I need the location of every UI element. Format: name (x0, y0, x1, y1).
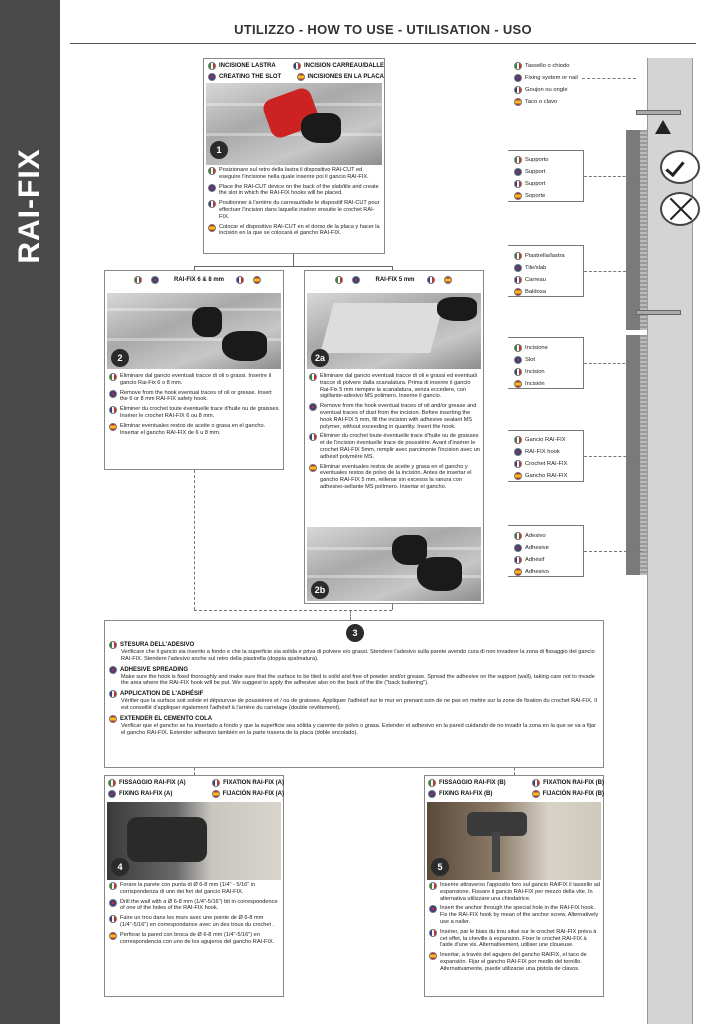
step5-box (424, 775, 604, 997)
step4-box (104, 775, 284, 997)
tile-section-bottom (626, 335, 640, 575)
step3-text-en-content: Make sure the hook is fixed thoroughly and make sure that the surface to be tiled is solid and free of powder and/or grease. Spread the adhesive on the support (wall), taking care not to invade the area where the RAI-FIX hook will be put. We suggest to apply the adhesive also on the back of the tile ("back buttering"). (121, 673, 595, 687)
flag-en-icon (109, 666, 117, 674)
step2a-title-text: RAI-FIX 5 mm (375, 277, 415, 283)
step3-title-it-text: STESURA DELL'ADESIVO (120, 642, 195, 648)
flag-fr-icon (208, 200, 216, 208)
step5-badge: 5 (431, 858, 449, 876)
flag-fr-icon (514, 86, 522, 94)
flag-it-icon (108, 779, 116, 787)
step4-title-es (212, 790, 284, 798)
step2-text-fr (109, 406, 281, 420)
bracket-support (508, 150, 584, 202)
flag-en-icon (208, 184, 216, 192)
flag-es-icon (429, 952, 437, 960)
label-support-en: Support (525, 169, 546, 175)
connector (350, 610, 351, 620)
flag-fr-icon (309, 433, 317, 441)
connector (392, 604, 393, 610)
flag-fr-icon (212, 779, 220, 787)
step1-title-it-text: INCISIONE LASTRA (219, 63, 276, 69)
label-hook-fr: Crochet RAI-FIX (525, 461, 568, 467)
step2a-badge: 2a (311, 349, 329, 367)
step1-title-en (208, 73, 281, 81)
step5-text-en (429, 905, 601, 925)
step1-photo (206, 83, 382, 165)
leader-line (584, 271, 626, 272)
label-tile-es: Baldosa (525, 289, 546, 295)
label-incision-es: Incisión (525, 381, 545, 387)
step2-title (119, 276, 279, 284)
flag-fr-icon (109, 690, 117, 698)
label-support-fr: Support (525, 181, 546, 187)
step2b-badge: 2b (311, 581, 329, 599)
flag-es-icon (109, 715, 117, 723)
step5-text-fr-content: Insérer, par le biais du trou situé sur le crochet RAI-FIX prévu à cet effet, la cheville à expansion. Fixer le crochet RAI-FIX à l'aide d'une vis. Alternativement, utiliser une cloueuse. (440, 928, 597, 949)
flag-en-icon (208, 73, 216, 81)
flag-it-icon (208, 62, 216, 70)
flag-es-icon (514, 98, 522, 106)
step2a-text-fr-content: Éliminer du crochet toute éventuelle trace d'huile ou de graisses et de l'incision éventuelle trace de poussière. Avant d'insérer le crochet RAI-FIX 5mm, remplir avec parcimonie l'incision avec un adhésif polymère MS. (320, 433, 480, 460)
step3-title-en-text: ADHESIVE SPREADING (120, 666, 189, 673)
flag-en-icon (109, 390, 117, 398)
step3-title-es-text: EXTENDER EL CEMENTO COLA (120, 715, 213, 722)
step3-title-fr (109, 690, 601, 698)
flag-fr-icon (293, 62, 301, 70)
flag-es-icon (297, 73, 305, 81)
step3-text-fr (109, 698, 601, 712)
step5-title-en (428, 790, 492, 798)
flag-it-icon (335, 276, 343, 284)
label-anchor-en: Fixing system or nail (525, 75, 578, 81)
flag-fr-icon (109, 915, 117, 923)
step3-text-fr-content: Vérifier que la surface soit solide et dépourvue de poussières et / ou de graisses. Appliquer l'adhésif sur le mur en prenant soin de ne pas en mettre sur la zone de fixation du crochet RAI-FIX. Il est conseillé d'appliquer également l'adhésif à l'arrière du carrelage (double revêtement). (121, 698, 597, 711)
label-adhesive-it: Adesivo (525, 533, 546, 539)
step5-title-fr (532, 779, 604, 787)
adhesive-layer-top (640, 130, 647, 330)
step1-text-en (208, 184, 382, 198)
step2a-title (315, 276, 475, 284)
flag-en-icon (109, 899, 117, 907)
step4-text-it (109, 882, 281, 896)
flag-en-icon (514, 74, 522, 82)
label-tile-it: Piastrella/lastra (525, 253, 565, 259)
step1-text-es-content: Colocar el dispositivo RAI-CUT en el dorso de la placa y hacer la incisión en la que se colocará el gancho RAI-FIX. (219, 223, 380, 237)
step3-title-it (109, 641, 601, 649)
step3-title-en (109, 666, 601, 674)
header-rule (70, 43, 696, 44)
flag-fr-icon (109, 406, 117, 414)
step4-text-en-content: Drill the wall with a Ø 6-8 mm (1/4"-5/16") bit in correspondence of one of the holes of the RAI-FIX hook. (120, 898, 278, 912)
step1-title-es (297, 73, 384, 81)
step4-text-es-content: Perforar la pared con broca de Ø 6-8 mm (1/4"-5/16") en correspondencia con uno de los agujeros del gancho RAI-FIX. (120, 931, 275, 945)
step2-text-es-content: Eliminar eventuales restos de aceite o grasa en el gancho. Insertar el gancho RAI-FIX de 6 u 8 mm. (120, 422, 266, 436)
label-anchor-fr: Goujon ou ongle (525, 87, 568, 93)
leader-line (582, 78, 636, 79)
step2-badge: 2 (111, 349, 129, 367)
step3-text-en (109, 674, 601, 688)
flag-es-icon (109, 423, 117, 431)
step2-text-en-content: Remove from the hook eventual traces of oil or grease. Insert the 6 or 8 mm RAI-FIX safety hook. (120, 389, 272, 403)
step4-title-en-text: FIXING RAI-FIX (A) (119, 791, 173, 797)
step4-text-it-content: Forare la parete con punta di Ø 6-8 mm (1/4" - 5/16" in corrispondenza di uno dei fori del gancio RAI-FIX. (120, 882, 256, 895)
check-icon (660, 150, 700, 184)
step5-text-en-content: Insert the anchor through the special hole in the RAI-FIX hook. Fix the RAI-FIX hook by mean of the anchor screw. Alternatively use a nailer. (440, 905, 599, 925)
flag-en-icon (352, 276, 360, 284)
connector (194, 610, 392, 611)
label-adhesive-en: Adhesive (525, 545, 549, 551)
step3-text-es (109, 723, 601, 737)
label-tile-en: Tile/slab (525, 265, 547, 271)
flag-en-icon (429, 905, 437, 913)
label-support-it: Supporto (525, 157, 549, 163)
step1-title-fr (293, 62, 384, 70)
step2-box (104, 270, 284, 470)
step2b-photo (307, 527, 481, 601)
label-support-es: Soporte (525, 193, 546, 199)
connector (514, 768, 515, 775)
step5-title-it-text: FISSAGGIO RAI-FIX (B) (439, 780, 506, 786)
label-anchor-it: Tassello o chiodo (525, 63, 570, 69)
bracket-hook (508, 430, 584, 482)
step4-title-es-text: FIJACIÓN RAI-FIX (A) (222, 791, 284, 797)
step3-title-es (109, 715, 601, 723)
step4-badge: 4 (111, 858, 129, 876)
step1-title-en-text: CREATING THE SLOT (219, 74, 282, 80)
step5-title-es (532, 790, 604, 798)
step5-text-it-content: Inserire attraverso l'apposito foro sul gancio RAIFIX il tassello ad espansione. Fissare il gancio RAI-FIX per mezzo della vite. In alternativa utilizzare una chiodatrice. (440, 882, 600, 902)
flag-es-icon (212, 790, 220, 798)
step2-text-it-content: Eliminare dal gancio eventuali tracce di oli o grassi. Inserire il gancio Rai-Fix 6 o 8 mm. (120, 373, 272, 386)
step5-title-es-text: FIJACIÓN RAI-FIX (B) (542, 791, 604, 797)
flag-en-icon (428, 790, 436, 798)
flag-fr-icon (427, 276, 435, 284)
label-hook-it: Gancio RAI-FIX (525, 437, 566, 443)
step4-text-es (109, 932, 281, 946)
connector (194, 266, 392, 267)
connector (194, 768, 195, 775)
step3-box (104, 620, 604, 768)
flag-it-icon (429, 882, 437, 890)
step1-text-en-content: Place the RAI-CUT device on the back of the slab/tile and create the slot in which the RAI-FIX hooks will be placed. (219, 183, 379, 197)
side-band (0, 0, 60, 1024)
step3-text-it-content: Verificare che il gancio sia inserito a fondo e che la superficie sia solida e priva di polvere e/o grassi. Stendere l'adesivo sulla parete avendo cura di non invadere la zona di fissaggio del gancio RAI-FIX. Stendere l'adesivo anche sul retro della piastrella (doppia spalmatura). (121, 649, 595, 662)
step4-text-fr (109, 915, 281, 929)
step2-text-en (109, 390, 281, 404)
flag-fr-icon (236, 276, 244, 284)
step3-title-fr-text: APPLICATION DE L'ADHÉSIF (120, 691, 204, 698)
flag-es-icon (208, 224, 216, 232)
step2a-text-it (309, 373, 481, 400)
step2a-text-es (309, 464, 481, 491)
flag-en-icon (108, 790, 116, 798)
step2a-text-en-content: Remove from the hook eventual traces of oil and/or grease and eventual traces of dust from the incision. Before inserting the hook RAI-FIX 5 mm, fill the incision with adhesive sealant MS polymer, without exceeding in quantity. Insert the hook. (320, 403, 477, 430)
flag-en-icon (151, 276, 159, 284)
step1-title-fr-text: INCISION CARREAU/DALLE (303, 63, 384, 69)
step4-title-fr (212, 779, 284, 787)
label-incision-fr: Incision (525, 369, 545, 375)
brand-text: RAI-FIX (13, 148, 46, 264)
warning-icon (655, 120, 671, 134)
bracket-incision (508, 337, 584, 389)
label-anchor (514, 60, 578, 108)
step3-text-es-content: Verificar que el gancho se ha insertado a fondo y que la superficie sea sólida y carente de polvo o grasa. Extender el adhesivo en la pared cuidando de no invadir la zona en la que se va a fijar el gancho RAI-FIX. Extender adhesivo también en la parte trasera de la placa (doble encolado). (121, 722, 596, 736)
step4-photo (107, 802, 281, 880)
step1-text-it (208, 167, 382, 181)
flag-it-icon (428, 779, 436, 787)
flag-es-icon (309, 464, 317, 472)
step1-text-es (208, 224, 382, 238)
step2a-text-en (309, 403, 481, 430)
step2-text-it (109, 373, 281, 387)
step1-text-fr-content: Positionner à l'arrière du carreau/dalle le dispositif RAI-CUT pour effectuer l'incision dans laquelle insérer ensuite le crochet RAI-FIX. (219, 200, 380, 220)
flag-es-icon (253, 276, 261, 284)
leader-line (584, 176, 640, 177)
label-incision-en: Slot (525, 357, 535, 363)
flag-it-icon (109, 641, 117, 649)
step2-text-fr-content: Éliminer du crochet toute éventuelle trace d'huile ou de graisses. Insérer le crochet RAI-FIX 6 ou 8 mm. (120, 406, 280, 419)
step4-text-en (109, 899, 281, 913)
leader-line (584, 363, 630, 364)
connector (293, 254, 294, 266)
flag-it-icon (109, 882, 117, 890)
anchor-screw-top (636, 110, 681, 115)
step2a-text-fr (309, 433, 481, 460)
step5-title-en-text: FIXING RAI-FIX (B) (439, 791, 493, 797)
cross-icon (660, 192, 700, 226)
flag-it-icon (134, 276, 142, 284)
step4-title-en (108, 790, 172, 798)
label-hook-en: RAI-FIX hook (525, 449, 560, 455)
label-adhesive-fr: Adhésif (525, 557, 545, 563)
label-tile-fr: Carreau (525, 277, 546, 283)
step2a-box (304, 270, 484, 604)
step1-box (203, 58, 385, 254)
brand-vertical (10, 148, 50, 264)
step5-title-it (428, 779, 506, 787)
flag-fr-icon (532, 779, 540, 787)
step4-text-fr-content: Faire un trou dans les murs avec une pointe de Ø 6-8 mm (1/4"-5/16") en correspondance avec un des trous du crochet . (120, 915, 275, 928)
step5-text-es-content: Insertar, a través del agujero del gancho RAIFIX, el taco de expansión. Fijar el gancho RAI-FIX por medio del tornillo. Alternativamente, puede utilizarse una pistola de clavos. (440, 952, 587, 972)
step2a-photo (307, 293, 481, 369)
label-anchor-es: Taco o clavo (525, 99, 558, 105)
step4-title-it (108, 779, 186, 787)
flag-es-icon (532, 790, 540, 798)
flag-es-icon (444, 276, 452, 284)
step2-photo (107, 293, 281, 369)
flag-it-icon (109, 373, 117, 381)
page-title: UTILIZZO - HOW TO USE - UTILISATION - USO (234, 22, 532, 37)
step5-text-it (429, 882, 601, 902)
step2-title-text: RAI-FIX 6 & 8 mm (173, 277, 224, 283)
step5-photo (427, 802, 601, 880)
flag-it-icon (514, 62, 522, 70)
step2-text-es (109, 423, 281, 437)
step3-text-it (109, 649, 601, 663)
step1-title-es-text: INCISIONES EN LA PLACA (307, 74, 384, 80)
step4-title-it-text: FISSAGGIO RAI-FIX (A) (119, 780, 186, 786)
label-hook-es: Gancho RAI-FIX (525, 473, 568, 479)
flag-es-icon (109, 932, 117, 940)
step5-title-fr-text: FIXATION RAI-FIX (B) (543, 780, 604, 786)
flag-en-icon (309, 403, 317, 411)
bracket-tile (508, 245, 584, 297)
flag-fr-icon (429, 929, 437, 937)
step2a-text-it-content: Eliminare dal gancio eventuali tracce di oli e grassi ed eventuali tracce di polvere dalla scanalatura. Prima di inserire il gancio Rai-Fix 5 mm riempire la scanalatura, senza eccedere, con sigillante-adesivo MS polimero. Inserire il gancio. (320, 373, 478, 400)
step5-text-es (429, 952, 601, 972)
leader-line (584, 551, 642, 552)
label-incision-it: Incisione (525, 345, 548, 351)
flag-it-icon (208, 167, 216, 175)
step4-title-fr-text: FIXATION RAI-FIX (A) (223, 780, 284, 786)
adhesive-layer-bottom (640, 335, 647, 575)
step1-title-it (208, 62, 276, 70)
step1-text-it-content: Posizionare sul retro della lastra il dispositivo RAI-CUT ed eseguire l'incisione nella quale inserire poi il gancio RAI-FIX. (219, 167, 369, 180)
step5-text-fr (429, 929, 601, 949)
step1-badge: 1 (210, 141, 228, 159)
label-adhesive-es: Adhesivo (525, 569, 549, 575)
step1-text-fr (208, 200, 382, 220)
connector (194, 470, 195, 610)
step2a-text-es-content: Eliminar eventuales restos de aceite y grasa en el gancho y eventuales restos de polvo de la incisión. Antes de insertar el gancho RAI-FIX 5 mm, rellenar sin excesos la ranura con adhesivo-sellante MS polímero. Insertar el gancho. (320, 463, 472, 490)
flag-it-icon (309, 373, 317, 381)
leader-line (584, 456, 636, 457)
step3-badge: 3 (346, 624, 364, 642)
bracket-adhesive (508, 525, 584, 577)
tile-section-top (626, 130, 640, 330)
anchor-screw-bottom (636, 310, 681, 315)
